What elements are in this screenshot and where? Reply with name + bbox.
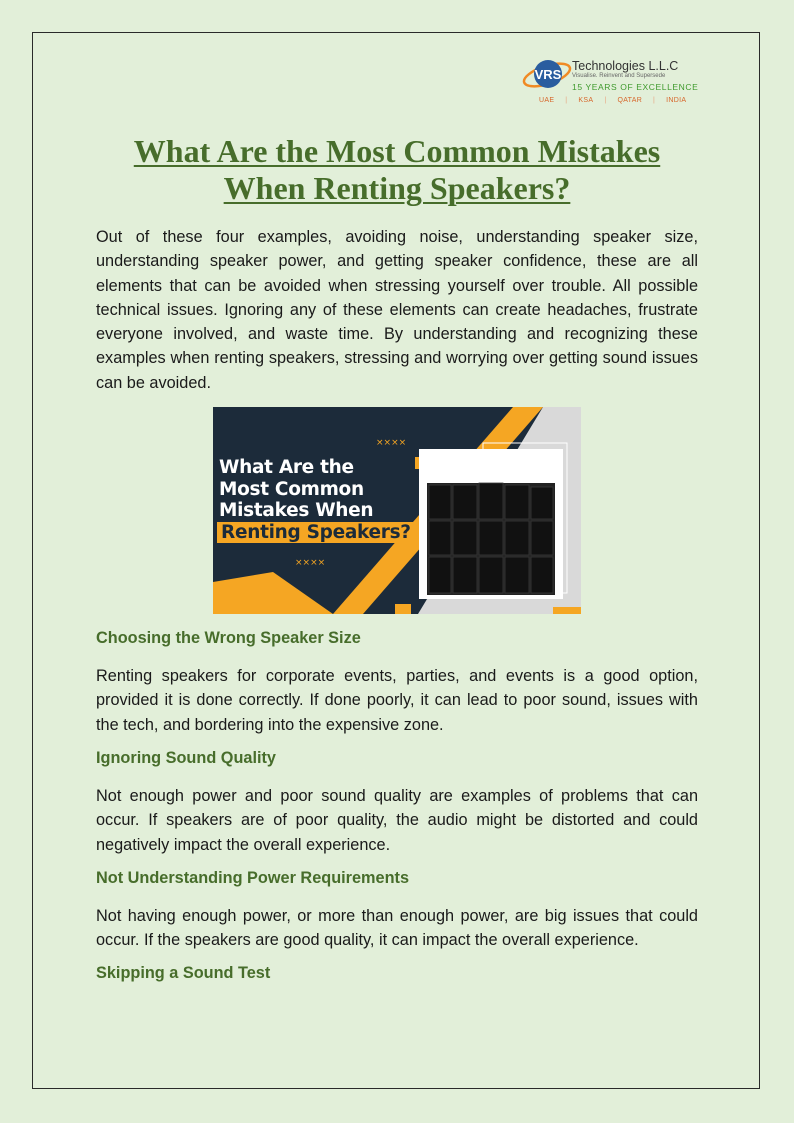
company-logo <box>520 56 700 108</box>
speaker-stack <box>427 483 555 595</box>
intro-paragraph: Out of these four examples, avoiding noise, understanding speaker size, understanding speaker power, and getting speaker confidence, these are all elements that can be avoided when stressing yourself over trouble. All possible technical issues. Ignoring any of these elements can create headaches, frustrate everyone involved, and waste time. By understanding and recognizing these examples when renting speakers, stressing and worrying over getting sound issues can be avoided. <box>96 228 698 392</box>
region-india: INDIA <box>666 97 687 104</box>
svg-text:VRS: VRS <box>534 67 562 82</box>
region-uae: UAE <box>539 97 555 104</box>
title-line-2: When Renting Speakers? <box>223 170 571 206</box>
section-heading-sound-test: Skipping a Sound Test <box>96 964 271 982</box>
banner-line-1: What Are the <box>219 457 354 478</box>
banner-line-3: Mistakes When <box>219 500 374 521</box>
section-heading-sound-quality: Ignoring Sound Quality <box>96 749 276 767</box>
banner-marks-top: ×××× <box>376 438 407 448</box>
vrs-logo-icon <box>520 56 572 96</box>
logo-regions: UAE | KSA | QATAR | INDIA <box>539 97 687 104</box>
banner-headline <box>219 457 415 543</box>
page-title <box>96 133 698 207</box>
section-heading-speaker-size: Choosing the Wrong Speaker Size <box>96 629 361 647</box>
section-text-power: Not having enough power, or more than enough power, are big issues that could occur. If the speakers are good quality, it can impact the overall experience. <box>96 907 698 950</box>
section-heading-power: Not Understanding Power Requirements <box>96 869 410 887</box>
logo-excellence: 15 YEARS OF EXCELLENCE <box>572 82 699 92</box>
title-line-1: What Are the Most Common Mistakes <box>133 133 661 169</box>
section-text-sound-quality: Not enough power and poor sound quality are examples of problems that can occur. If speakers are of poor quality, the audio might be distorted and could negatively impact the overall experience. <box>96 787 698 854</box>
banner-line-2: Most Common <box>219 478 364 500</box>
logo-tagline: Visualise. Reinvent and Supersede <box>572 73 666 79</box>
banner-image <box>213 407 581 614</box>
section-text-speaker-size: Renting speakers for corporate events, parties, and events is a good option, provided it is done correctly. If done poorly, it can lead to poor sound, issues with the tech, and bordering into the expensive zone. <box>96 667 698 734</box>
region-ksa: KSA <box>578 97 594 104</box>
banner-highlight: Renting Speakers? <box>217 522 415 544</box>
logo-company-name: Technologies L.L.C <box>572 59 679 73</box>
region-qatar: QATAR <box>617 97 643 104</box>
banner-marks-bottom: ×××× <box>295 558 326 568</box>
